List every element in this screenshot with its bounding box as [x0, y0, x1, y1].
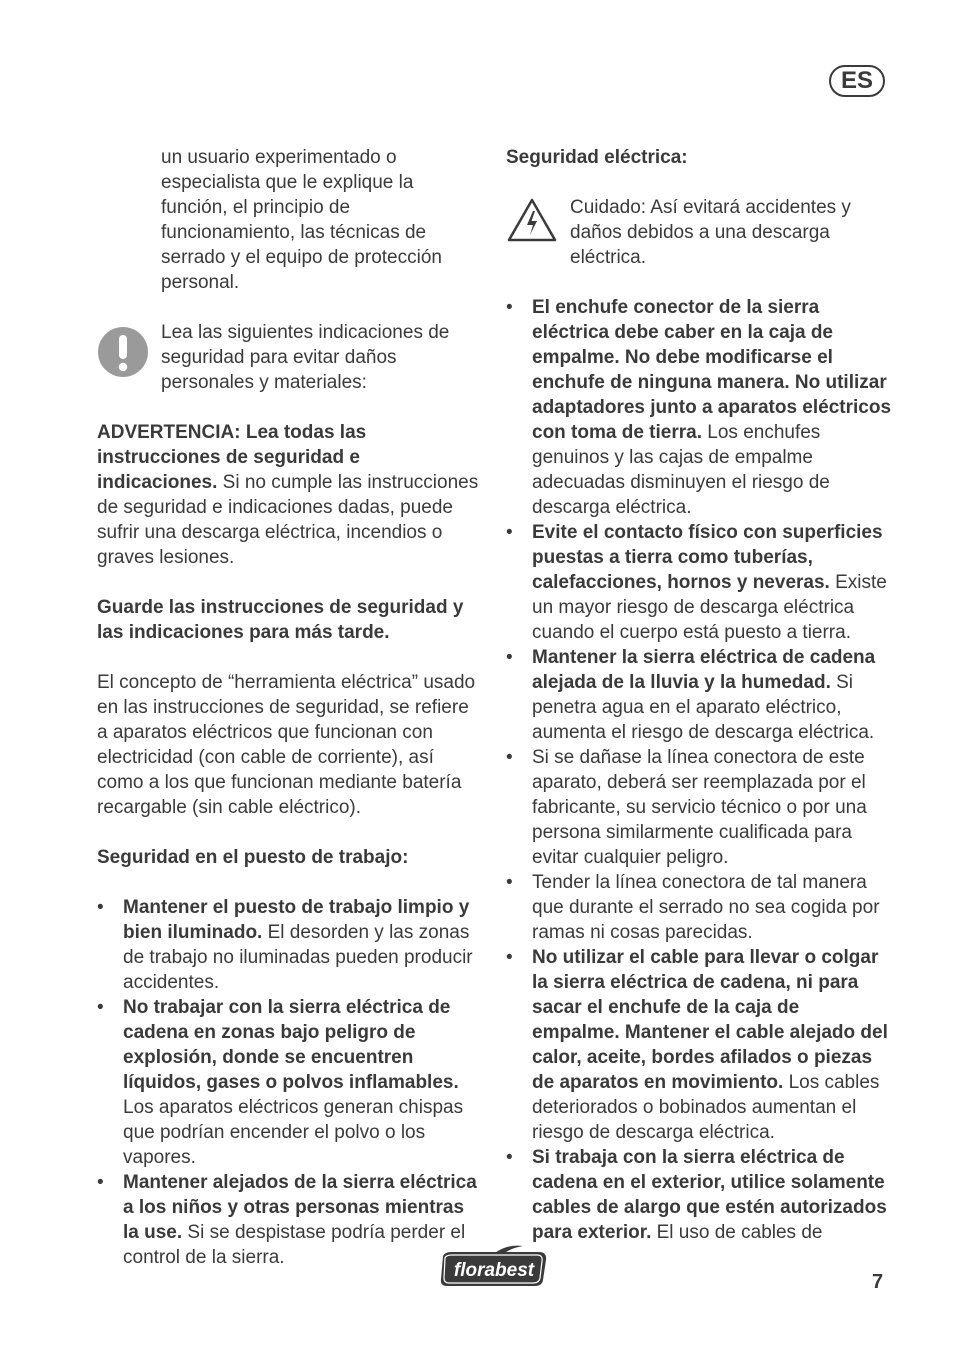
- list-item: • El enchufe conector de la sierra eléctrica debe caber en la caja de empalme. No debe modificarse el enchufe de ninguna manera. No utilizar adaptadores junto a aparatos eléctricos con toma de tierra. Los enchufes genuinos y las cajas de empalme adecuadas disminuyen el riesgo de descarga eléctrica.: [506, 297, 892, 518]
- workplace-list: [97, 895, 482, 1270]
- warning-paragraph: [97, 420, 482, 570]
- warning-rest: Si no cumple las instrucciones de seguridad e indicaciones dadas, puede sufrir una descarga eléctrica, incendios o graves lesiones.: [97, 472, 479, 568]
- page-number: 7: [872, 1271, 884, 1293]
- right-column: [506, 145, 891, 1245]
- electrical-list: [506, 295, 891, 1245]
- left-column: [97, 145, 482, 1270]
- florabest-logo: [437, 1244, 551, 1290]
- electrical-heading: Seguridad eléctrica:: [506, 147, 688, 168]
- list-item: • Evite el contacto físico con superficies puestas a tierra como tuberías, calefacciones, hornos y neveras. Existe un mayor riesgo de descarga eléctrica cuando el cuerpo está puesto a tierra.: [506, 522, 887, 643]
- caution-text: Cuidado: Así evitará accidentes y daños debidos a una descarga eléctrica.: [570, 197, 851, 268]
- concept-paragraph: El concepto de “herramienta eléctrica” usado en las instrucciones de seguridad, se refiere a aparatos eléctricos que funcionan con electricidad (con cable de corriente), así como a los que funcionan mediante batería recargable (sin cable eléctrico).: [97, 672, 476, 818]
- warning-bold: ADVERTENCIA: Lea todas las instrucciones de seguridad e indicaciones.: [97, 422, 367, 493]
- exclamation-icon: [97, 326, 149, 378]
- list-item: • No utilizar el cable para llevar o colgar la sierra eléctrica de cadena, ni para sacar el enchufe de la caja de empalme. Mantener el cable alejado del calor, aceite, bordes afilados o piezas de aparatos en movimiento. Los cables deteriorados o bobinados aumentan el riesgo de descarga eléctrica.: [506, 947, 888, 1143]
- list-item: • Si trabaja con la sierra eléctrica de cadena en el exterior, utilice solamente cables de alargo que estén autorizados para exterior. El uso de cables de: [506, 1147, 887, 1243]
- caution-block: [506, 195, 891, 270]
- workplace-heading: Seguridad en el puesto de trabajo:: [97, 847, 409, 868]
- list-item: • Mantener la sierra eléctrica de cadena alejada de la lluvia y la humedad. Si penetra agua en el aparato eléctrico, aumenta el riesgo de descarga eléctrica.: [506, 647, 876, 743]
- list-item: • Mantener alejados de la sierra eléctrica a los niños y otras personas mientras la use. Si se despistase podría perder el control de la sierra.: [97, 1172, 477, 1268]
- list-item: • Si se dañase la línea conectora de este aparato, deberá ser reemplazada por el fabricante, su servicio técnico o por una persona similarmente cualificada para evitar cualquier peligro.: [506, 747, 867, 868]
- language-badge: ES: [829, 65, 885, 97]
- list-item: • No trabajar con la sierra eléctrica de cadena en zonas bajo peligro de explosión, donde se encuentren líquidos, gases o polvos inflamables. Los aparatos eléctricos generan chispas que podrían encender el polvo o los vapores.: [97, 997, 464, 1168]
- list-item: • Tender la línea conectora de tal manera que durante el serrado no sea cogida por ramas ni cosas parecidas.: [506, 872, 880, 943]
- keep-instructions: Guarde las instrucciones de seguridad y las indicaciones para más tarde.: [97, 597, 464, 643]
- notice-block: [97, 320, 482, 395]
- logo-text: florabest: [453, 1260, 535, 1281]
- list-item: • Mantener el puesto de trabajo limpio y bien iluminado. El desorden y las zonas de trabajo no iluminadas pueden producir accidentes.: [97, 897, 473, 993]
- intro-paragraph: un usuario experimentado o especialista que le explique la función, el principio de funcionamiento, las técnicas de serrado y el equipo de protección personal.: [161, 147, 442, 293]
- notice-text: Lea las siguientes indicaciones de seguridad para evitar daños personales y materiales:: [161, 322, 450, 393]
- high-voltage-warning-icon: [506, 197, 558, 243]
